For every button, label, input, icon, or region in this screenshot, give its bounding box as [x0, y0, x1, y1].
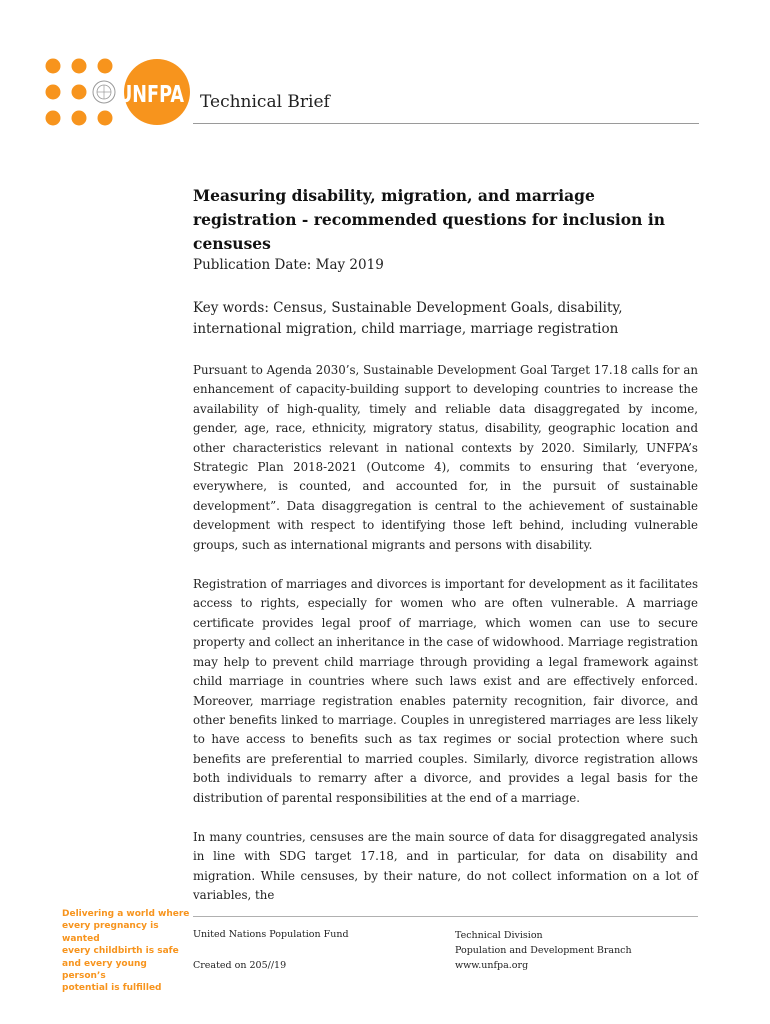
footer-divider [193, 916, 698, 917]
footer-division: Technical Division [455, 930, 543, 941]
tagline-line: every pregnancy is wanted [62, 921, 159, 944]
paragraph: Registration of marriages and divorces is important for development as it facilitates access to rights, especially for women who are often vulnerable. A marriage certificate provides legal proof of marriage, which women can use to secure property and collect an inheritance in the case of widowhood. Marriage registration may help to prevent child marriage through providing a legal framework against child marriage in countries where such laws exist and are effectively enforced. Moreover, marriage registration enables paternity recognition, fair divorce, and other benefits linked to marriage. Couples in unregistered marriages are less likely to have access to benefits such as tax regimes or social protection where such benefits are preferential to married couples. Similarly, divorce registration allows both individuals to remarry after a divorce, and provides a legal basis for the distribution of parental responsibilities at the end of a marriage. [193, 577, 698, 805]
unfpa-logo [42, 52, 192, 132]
tagline-line: Delivering a world where [62, 909, 190, 919]
footer-left [193, 928, 349, 973]
tagline-line: and every young person’s [62, 958, 147, 982]
keywords: Key words: Census, Sustainable Development Goals, disability, international migration, child marriage, marriage registration [193, 300, 623, 337]
document-title: Measuring disability, migration, and marriage registration - recommended questions for inclusion in censuses [193, 186, 665, 253]
tagline [62, 908, 192, 995]
tagline-line: potential is fulfilled [62, 983, 162, 994]
footer-right [455, 928, 632, 973]
logo-text: UNFPA [118, 82, 185, 108]
footer-website-link[interactable]: www.unfpa.org [455, 960, 529, 971]
footer-created-date: Created on 205//19 [193, 960, 287, 971]
body-text [193, 361, 698, 926]
tagline-line: every childbirth is safe [62, 946, 179, 957]
un-emblem-icon [93, 81, 115, 103]
footer-organization: United Nations Population Fund [193, 929, 349, 940]
brief-title: Technical Brief [200, 92, 330, 112]
footer-branch: Population and Development Branch [455, 945, 632, 956]
header-divider [193, 123, 699, 124]
paragraph: In many countries, censuses are the main source of data for disaggregated analysis in line with SDG target 17.18, and in particular, for data on disability and migration. While censuses, by their nature, do not collect information on a lot of variables, the [193, 829, 698, 903]
publication-date: Publication Date: May 2019 [193, 257, 384, 273]
paragraph: Pursuant to Agenda 2030’s, Sustainable Development Goal Target 17.18 calls for an enhancement of capacity-building support to developing countries to increase the availability of high-quality, timely and reliable data disaggregated by income, gender, age, race, ethnicity, migratory status, disability, geographic location and other characteristics relevant in national contexts by 2020. Similarly, UNFPA’s Strategic Plan 2018-2021 (Outcome 4), commits to ensuring that ‘everyone, everywhere, is counted, and accounted for, in the pursuit of sustainable development”. Data disaggregation is central to the achievement of sustainable development with respect to identifying those left behind, including vulnerable groups, such as international migrants and persons with disability. [193, 363, 698, 552]
